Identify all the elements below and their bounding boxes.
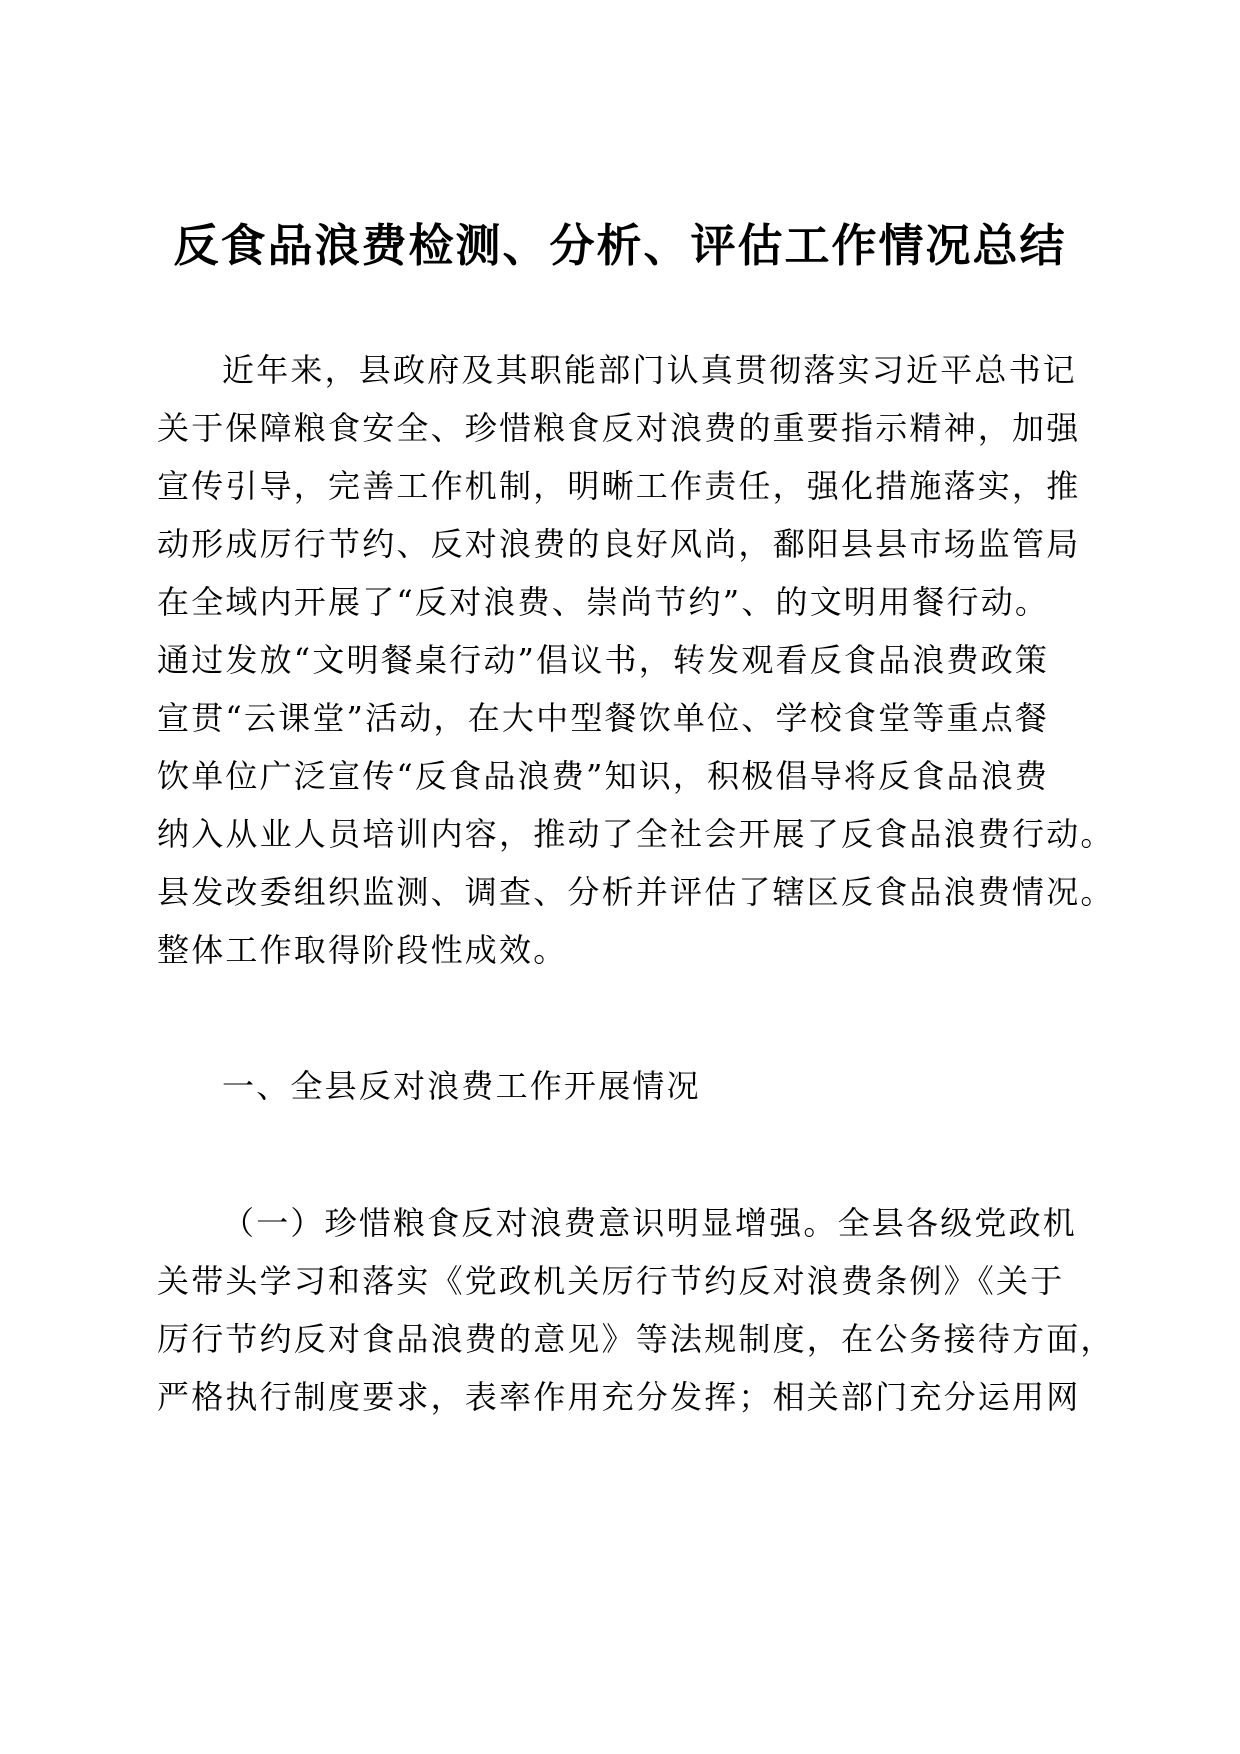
subsection-line-2: 关带头学习和落实《党政机关厉行节约反对浪费条例》《关于 <box>157 1262 1065 1300</box>
subsection-line-1: （一）珍惜粮食反对浪费意识明显增强。全县各级党政机 <box>222 1204 1078 1242</box>
intro-line-1: 近年来，县政府及其职能部门认真贯彻落实习近平总书记 <box>222 351 1078 389</box>
intro-line-9: 纳入从业人员培训内容，推动了全社会开展了反食品浪费行动。 <box>157 815 1115 853</box>
document-title: 反食品浪费检测、分析、评估工作情况总结 <box>173 219 1067 272</box>
section-heading: 一、全县反对浪费工作开展情况 <box>222 1067 701 1105</box>
subsection-line-3: 厉行节约反对食品浪费的意见》等法规制度，在公务接待方面， <box>157 1320 1115 1358</box>
subsection-line-4: 严格执行制度要求，表率作用充分发挥；相关部门充分运用网 <box>157 1378 1081 1416</box>
intro-line-7: 宣贯“云课堂”活动，在大中型餐饮单位、学校食堂等重点餐 <box>157 699 1050 737</box>
intro-line-8: 饮单位广泛宣传“反食品浪费”知识，积极倡导将反食品浪费 <box>157 757 1050 795</box>
intro-line-11: 整体工作取得阶段性成效。 <box>157 931 568 969</box>
intro-line-4: 动形成厉行节约、反对浪费的良好风尚，鄱阳县县市场监管局 <box>157 525 1081 563</box>
intro-line-6: 通过发放“文明餐桌行动”倡议书，转发观看反食品浪费政策 <box>157 641 1050 679</box>
intro-line-10: 县发改委组织监测、调查、分析并评估了辖区反食品浪费情况。 <box>157 873 1115 911</box>
intro-line-5: 在全域内开展了“反对浪费、崇尚节约”、的文明用餐行动。 <box>157 583 1050 621</box>
intro-line-3: 宣传引导，完善工作机制，明晰工作责任，强化措施落实，推 <box>157 467 1081 505</box>
intro-line-2: 关于保障粮食安全、珍惜粮食反对浪费的重要指示精神，加强 <box>157 409 1081 447</box>
